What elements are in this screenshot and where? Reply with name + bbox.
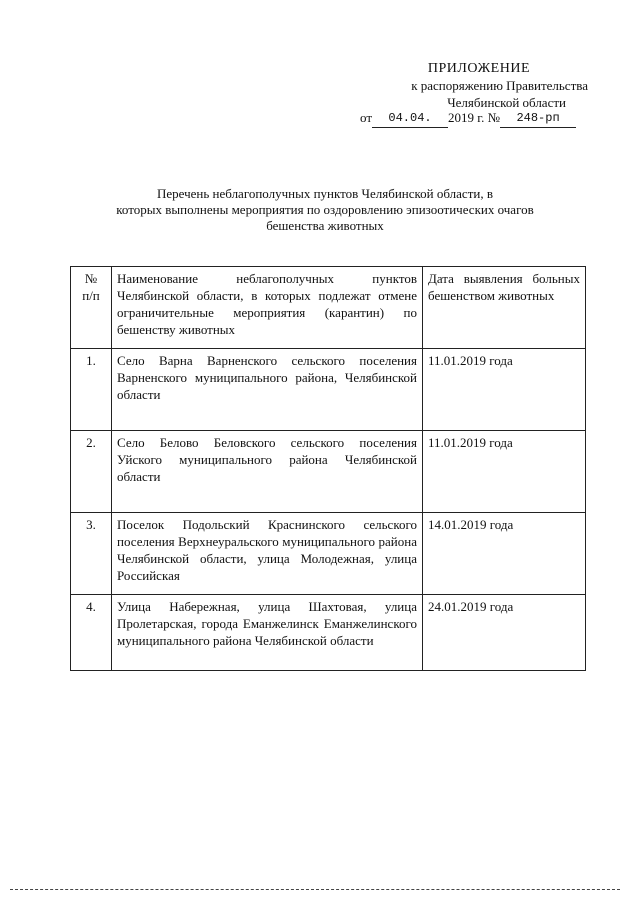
header-name: Наименование неблагополучных пунктов Челябинской области, в которых подлежат отмене ограничительные мероприятия (карантин) по бешенству животных — [112, 267, 423, 349]
date-value: 04.04. — [372, 112, 448, 128]
row-locality: Село Белово Беловского сельского поселения Уйского муниципального района Челябинской области — [112, 431, 423, 513]
order-number: 248-рп — [500, 112, 576, 128]
table-row — [71, 513, 586, 595]
row-locality: Улица Набережная, улица Шахтовая, улица Пролетарская, города Еманжелинск Еманжелинского муниципального района Челябинской области — [112, 595, 423, 671]
row-date: 11.01.2019 года — [423, 431, 586, 513]
row-number: 2. — [71, 431, 112, 513]
header-number — [71, 267, 112, 349]
document-title — [80, 186, 570, 234]
row-date: 24.01.2019 года — [423, 595, 586, 671]
date-prefix: от — [360, 110, 373, 125]
table-row — [71, 431, 586, 513]
table-row — [71, 349, 586, 431]
row-date: 11.01.2019 года — [423, 349, 586, 431]
approval-line-2: Челябинской области — [447, 95, 566, 110]
header-date: Дата выявления больных бешенством животных — [423, 267, 586, 349]
title-line-1: Перечень неблагополучных пунктов Челябинской области, в — [157, 186, 493, 201]
appendix-heading: ПРИЛОЖЕНИЕ — [427, 61, 530, 76]
approval-date-line — [360, 110, 576, 128]
title-line-2: которых выполнены мероприятия по оздоровлению эпизоотических очагов — [116, 202, 534, 217]
table-row — [71, 595, 586, 671]
row-number: 3. — [71, 513, 112, 595]
row-locality: Село Варна Варненского сельского поселения Варненского муниципального района, Челябинской области — [112, 349, 423, 431]
approval-line-1: к распоряжению Правительства — [411, 78, 588, 93]
row-date: 14.01.2019 года — [423, 513, 586, 595]
title-line-3: бешенства животных — [266, 218, 384, 233]
page-bottom-rule — [10, 889, 620, 890]
table-header-row — [71, 267, 586, 349]
row-number: 4. — [71, 595, 112, 671]
approval-block — [358, 60, 588, 111]
row-locality: Поселок Подольский Краснинского сельского поселения Верхнеуральского муниципального района Челябинской области, улица Молодежная, улица Российская — [112, 513, 423, 595]
header-number-abbr: п/п — [82, 288, 100, 303]
year-text: 2019 г. № — [448, 110, 501, 125]
header-number-symbol: № — [84, 271, 98, 286]
row-number: 1. — [71, 349, 112, 431]
localities-table — [70, 266, 586, 671]
